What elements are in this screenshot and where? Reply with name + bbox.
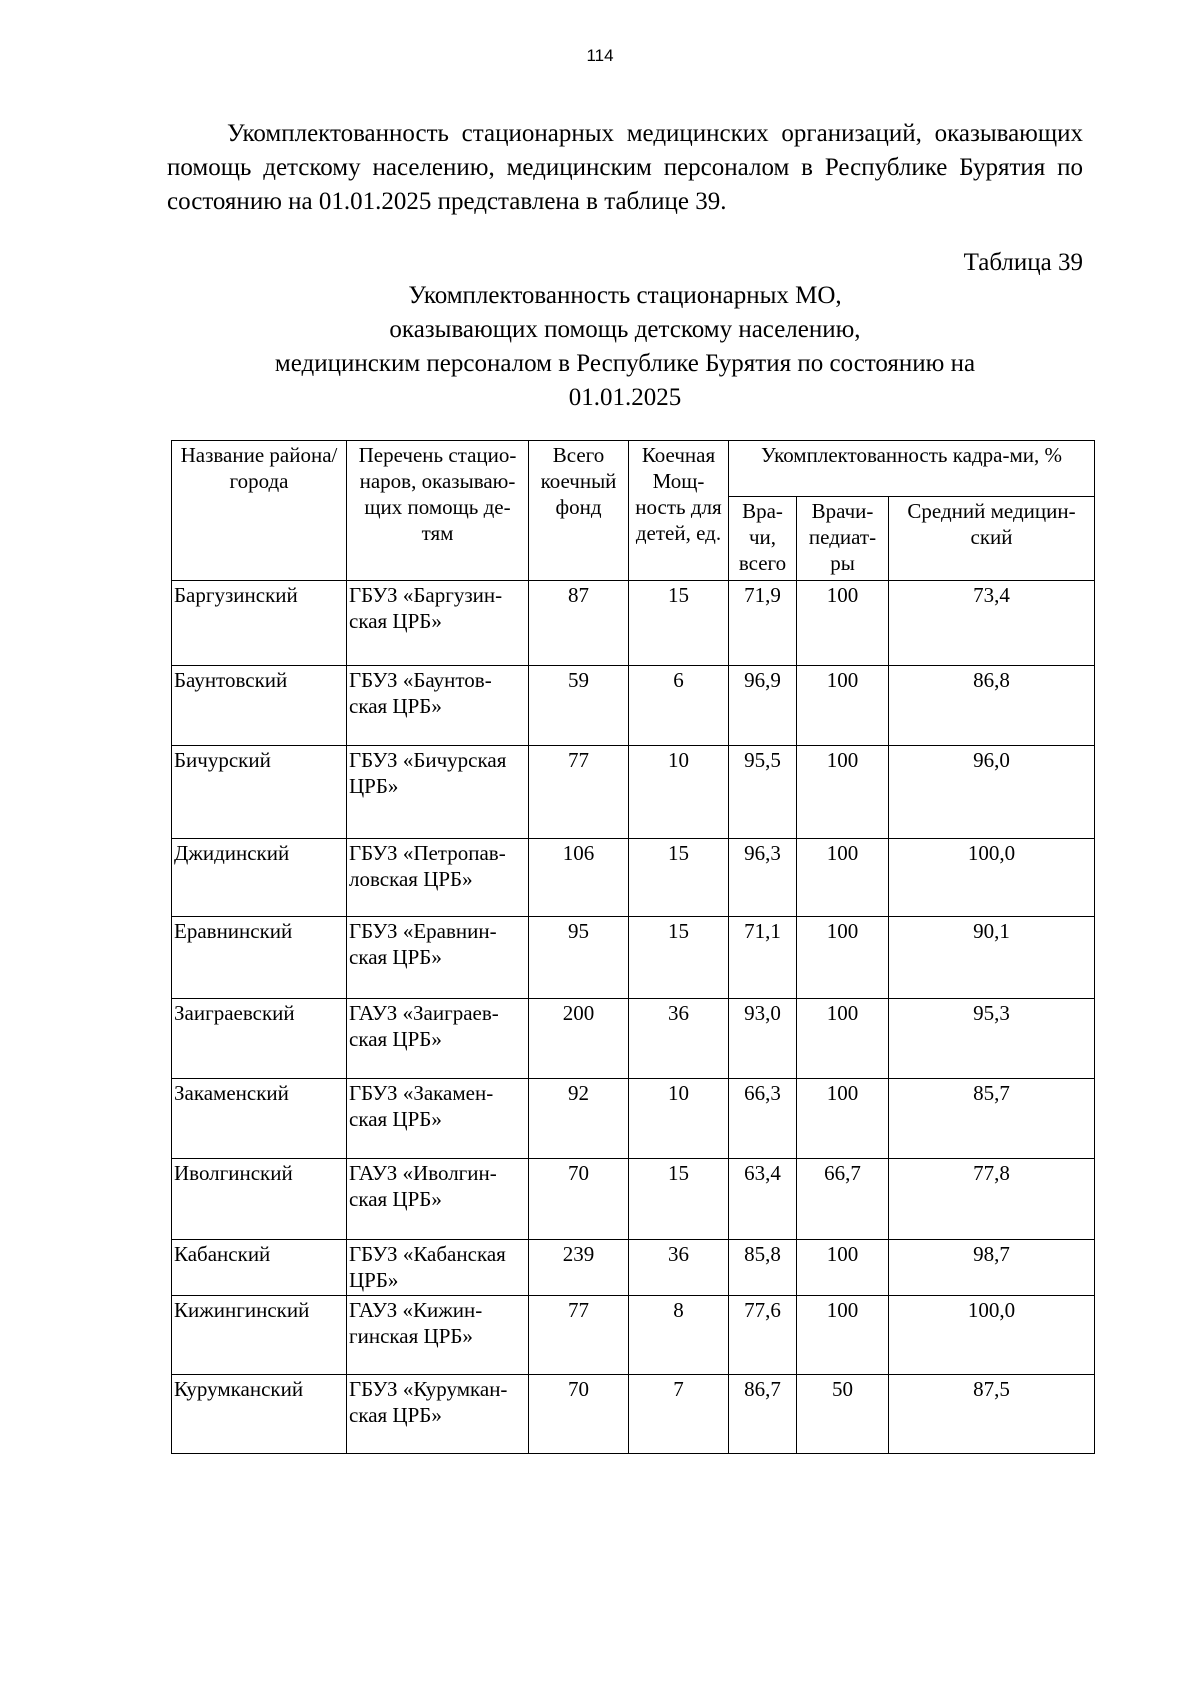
- table-row: [172, 666, 1095, 746]
- cell-district: Закаменский: [172, 1079, 347, 1159]
- cell-child-beds: 10: [629, 1079, 729, 1159]
- cell-pediatricians: 100: [797, 917, 889, 999]
- cell-nurses: 95,3: [889, 999, 1095, 1079]
- cell-district: Бичурский: [172, 746, 347, 839]
- cell-district: Курумканский: [172, 1375, 347, 1454]
- header-district: Название района/города: [172, 441, 347, 581]
- caption-line: медицинским персоналом в Республике Бурятия по состоянию на: [274, 350, 976, 377]
- cell-total-beds: 87: [529, 581, 629, 666]
- header-staffing-group: Укомплектованность кадра-ми, %: [729, 441, 1095, 497]
- page-number: 114: [586, 46, 614, 65]
- cell-nurses: 100,0: [889, 1296, 1095, 1375]
- cell-doctors: 63,4: [729, 1159, 797, 1240]
- cell-nurses: 96,0: [889, 746, 1095, 839]
- caption-line: Укомплектованность стационарных МО,: [408, 282, 842, 309]
- cell-nurses: 98,7: [889, 1240, 1095, 1296]
- intro-paragraph: Укомплектованность стационарных медицинских организаций, оказывающих помощь детскому населению, медицинским персоналом в Республике Бурятия по состоянию на 01.01.2025 представлена в таблице 39.: [167, 120, 1083, 215]
- cell-doctors: 86,7: [729, 1375, 797, 1454]
- table-label: Таблица 39: [963, 249, 1083, 276]
- cell-total-beds: 70: [529, 1159, 629, 1240]
- table-row: [172, 1159, 1095, 1240]
- cell-child-beds: 8: [629, 1296, 729, 1375]
- cell-pediatricians: 100: [797, 1240, 889, 1296]
- staffing-table: [171, 440, 1095, 1454]
- table-row: [172, 917, 1095, 999]
- cell-child-beds: 36: [629, 999, 729, 1079]
- cell-pediatricians: 100: [797, 999, 889, 1079]
- cell-district: Заиграевский: [172, 999, 347, 1079]
- cell-pediatricians: 100: [797, 746, 889, 839]
- cell-hospital: ГБУЗ «Баунтов-ская ЦРБ»: [347, 666, 529, 746]
- cell-nurses: 86,8: [889, 666, 1095, 746]
- cell-total-beds: 77: [529, 1296, 629, 1375]
- table-row: [172, 1079, 1095, 1159]
- header-total-beds: Всего коечный фонд: [529, 441, 629, 581]
- cell-hospital: ГБУЗ «Закамен-ская ЦРБ»: [347, 1079, 529, 1159]
- cell-nurses: 77,8: [889, 1159, 1095, 1240]
- header-hospitals: Перечень стацио-наров, оказываю-щих помощь де-тям: [347, 441, 529, 581]
- header-doctors-total: Вра-чи, всего: [729, 497, 797, 581]
- cell-child-beds: 15: [629, 581, 729, 666]
- cell-total-beds: 200: [529, 999, 629, 1079]
- table-row: [172, 746, 1095, 839]
- cell-nurses: 85,7: [889, 1079, 1095, 1159]
- table-row: [172, 1240, 1095, 1296]
- cell-doctors: 77,6: [729, 1296, 797, 1375]
- cell-doctors: 96,3: [729, 839, 797, 917]
- cell-district: Иволгинский: [172, 1159, 347, 1240]
- cell-doctors: 71,1: [729, 917, 797, 999]
- cell-pediatricians: 100: [797, 581, 889, 666]
- header-pediatricians: Врачи-педиат-ры: [797, 497, 889, 581]
- cell-child-beds: 6: [629, 666, 729, 746]
- cell-district: Кабанский: [172, 1240, 347, 1296]
- cell-total-beds: 77: [529, 746, 629, 839]
- cell-district: Еравнинский: [172, 917, 347, 999]
- cell-district: Кижингинский: [172, 1296, 347, 1375]
- cell-total-beds: 239: [529, 1240, 629, 1296]
- cell-pediatricians: 100: [797, 839, 889, 917]
- cell-hospital: ГБУЗ «Баргузин-ская ЦРБ»: [347, 581, 529, 666]
- cell-nurses: 100,0: [889, 839, 1095, 917]
- cell-child-beds: 15: [629, 1159, 729, 1240]
- header-nurses: Средний медицин-ский: [889, 497, 1095, 581]
- cell-pediatricians: 50: [797, 1375, 889, 1454]
- cell-nurses: 73,4: [889, 581, 1095, 666]
- cell-doctors: 95,5: [729, 746, 797, 839]
- cell-hospital: ГАУЗ «Кижин-гинская ЦРБ»: [347, 1296, 529, 1375]
- cell-nurses: 90,1: [889, 917, 1095, 999]
- table-row: [172, 1375, 1095, 1454]
- cell-district: Джидинский: [172, 839, 347, 917]
- header-child-beds: Коечная Мощ-ность для детей, ед.: [629, 441, 729, 581]
- table-caption: [167, 279, 1083, 415]
- cell-total-beds: 59: [529, 666, 629, 746]
- cell-doctors: 93,0: [729, 999, 797, 1079]
- cell-child-beds: 10: [629, 746, 729, 839]
- cell-child-beds: 15: [629, 839, 729, 917]
- cell-hospital: ГАУЗ «Иволгин-ская ЦРБ»: [347, 1159, 529, 1240]
- cell-pediatricians: 100: [797, 1296, 889, 1375]
- caption-line: оказывающих помощь детскому населению,: [389, 316, 861, 343]
- cell-hospital: ГБУЗ «Курумкан-ская ЦРБ»: [347, 1375, 529, 1454]
- cell-child-beds: 36: [629, 1240, 729, 1296]
- table-row: [172, 1296, 1095, 1375]
- cell-doctors: 66,3: [729, 1079, 797, 1159]
- cell-doctors: 85,8: [729, 1240, 797, 1296]
- cell-district: Баргузинский: [172, 581, 347, 666]
- cell-total-beds: 95: [529, 917, 629, 999]
- cell-hospital: ГБУЗ «Бичурская ЦРБ»: [347, 746, 529, 839]
- cell-doctors: 71,9: [729, 581, 797, 666]
- cell-child-beds: 15: [629, 917, 729, 999]
- cell-pediatricians: 100: [797, 1079, 889, 1159]
- cell-district: Баунтовский: [172, 666, 347, 746]
- cell-hospital: ГБУЗ «Кабанская ЦРБ»: [347, 1240, 529, 1296]
- cell-doctors: 96,9: [729, 666, 797, 746]
- table-row: [172, 839, 1095, 917]
- cell-total-beds: 92: [529, 1079, 629, 1159]
- cell-hospital: ГБУЗ «Петропав-ловская ЦРБ»: [347, 839, 529, 917]
- table-body: [172, 581, 1095, 1454]
- table-row: [172, 999, 1095, 1079]
- cell-total-beds: 106: [529, 839, 629, 917]
- table-row: [172, 581, 1095, 666]
- cell-pediatricians: 100: [797, 666, 889, 746]
- cell-hospital: ГАУЗ «Заиграев-ская ЦРБ»: [347, 999, 529, 1079]
- cell-child-beds: 7: [629, 1375, 729, 1454]
- cell-pediatricians: 66,7: [797, 1159, 889, 1240]
- cell-total-beds: 70: [529, 1375, 629, 1454]
- caption-line: 01.01.2025: [568, 384, 682, 411]
- cell-hospital: ГБУЗ «Еравнин-ская ЦРБ»: [347, 917, 529, 999]
- cell-nurses: 87,5: [889, 1375, 1095, 1454]
